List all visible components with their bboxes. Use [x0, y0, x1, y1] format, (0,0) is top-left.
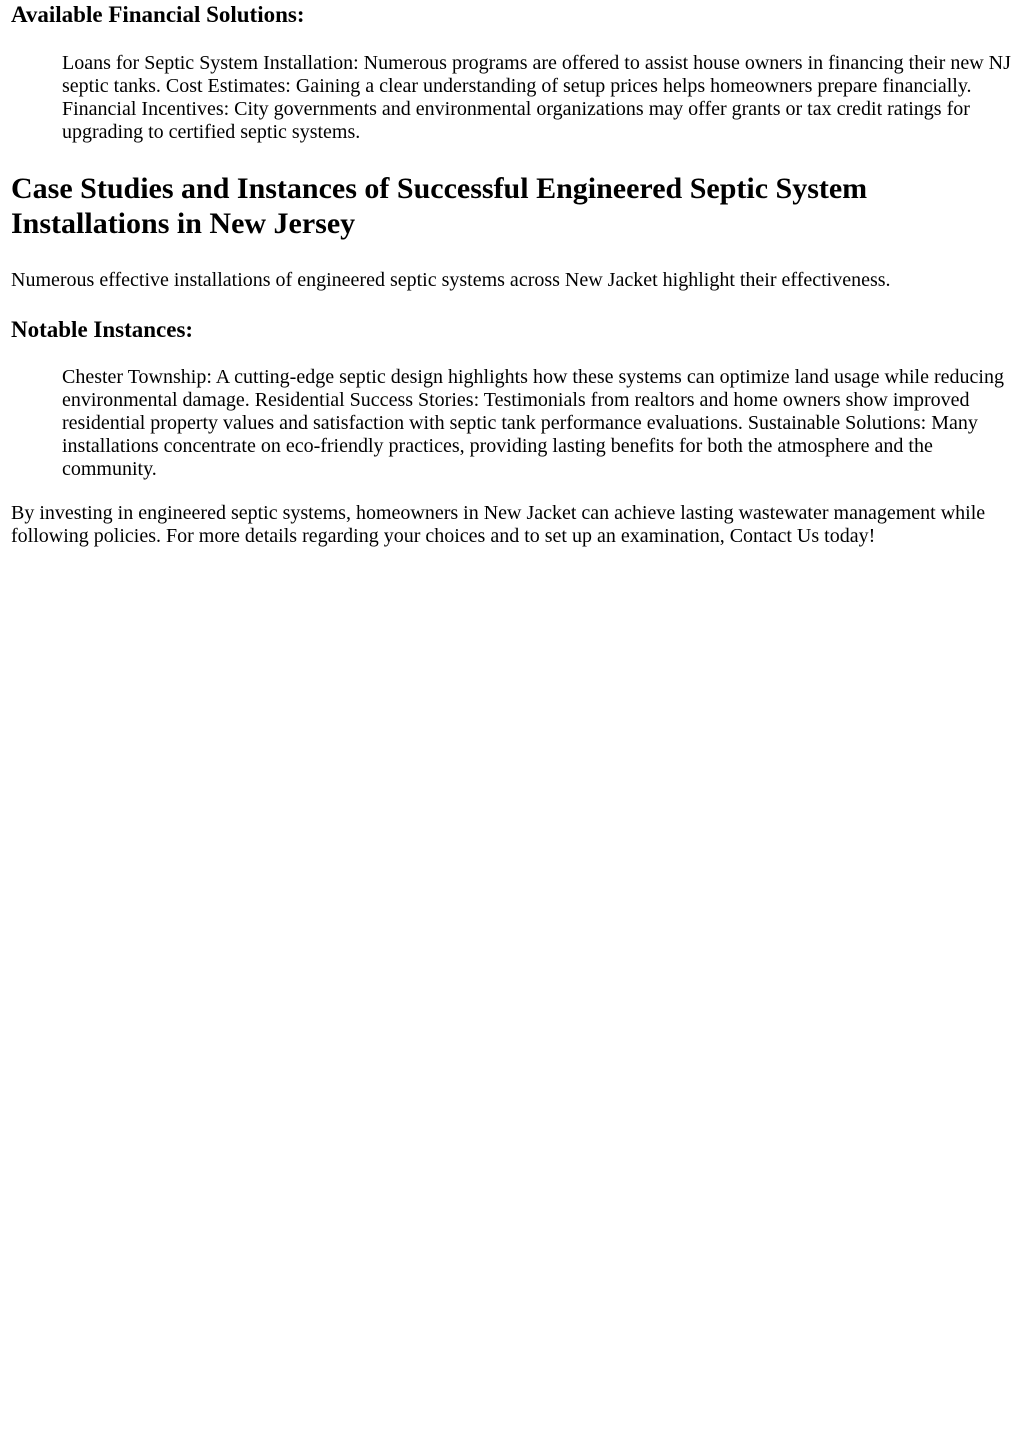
- financial-solutions-heading: Available Financial Solutions:: [11, 2, 305, 27]
- case-studies-intro: Numerous effective installations of engineered septic systems across New Jacket highlight their effectiveness.: [11, 269, 891, 291]
- case-studies-heading: Case Studies and Instances of Successful Engineered Septic System Installations in New Jersey: [11, 172, 868, 240]
- notable-instances-heading: Notable Instances:: [11, 317, 194, 342]
- financial-solutions-quote: Loans for Septic System Installation: Numerous programs are offered to assist house owners in financing their new NJ septic tanks. Cost Estimates: Gaining a clear understanding of setup prices helps homeowners prepare financially. Financial Incentives: City governments and environmental organizations may offer grants or tax credit ratings for upgrading to certified septic systems.: [62, 52, 1011, 143]
- notable-instances-quote: Chester Township: A cutting-edge septic design highlights how these systems can optimize land usage while reducing environmental damage. Residential Success Stories: Testimonials from realtors and home owners show improved residential property values and satisfaction with septic tank performance evaluations. Sustainable Solutions: Many installations concentrate on eco-friendly practices, providing lasting benefits for both the atmosphere and the community.: [62, 366, 1004, 480]
- closing-paragraph: By investing in engineered septic systems, homeowners in New Jacket can achieve lasting wastewater management while following policies. For more details regarding your choices and to set up an examination, Contact Us today!: [11, 502, 986, 547]
- article: [0, 0, 1024, 548]
